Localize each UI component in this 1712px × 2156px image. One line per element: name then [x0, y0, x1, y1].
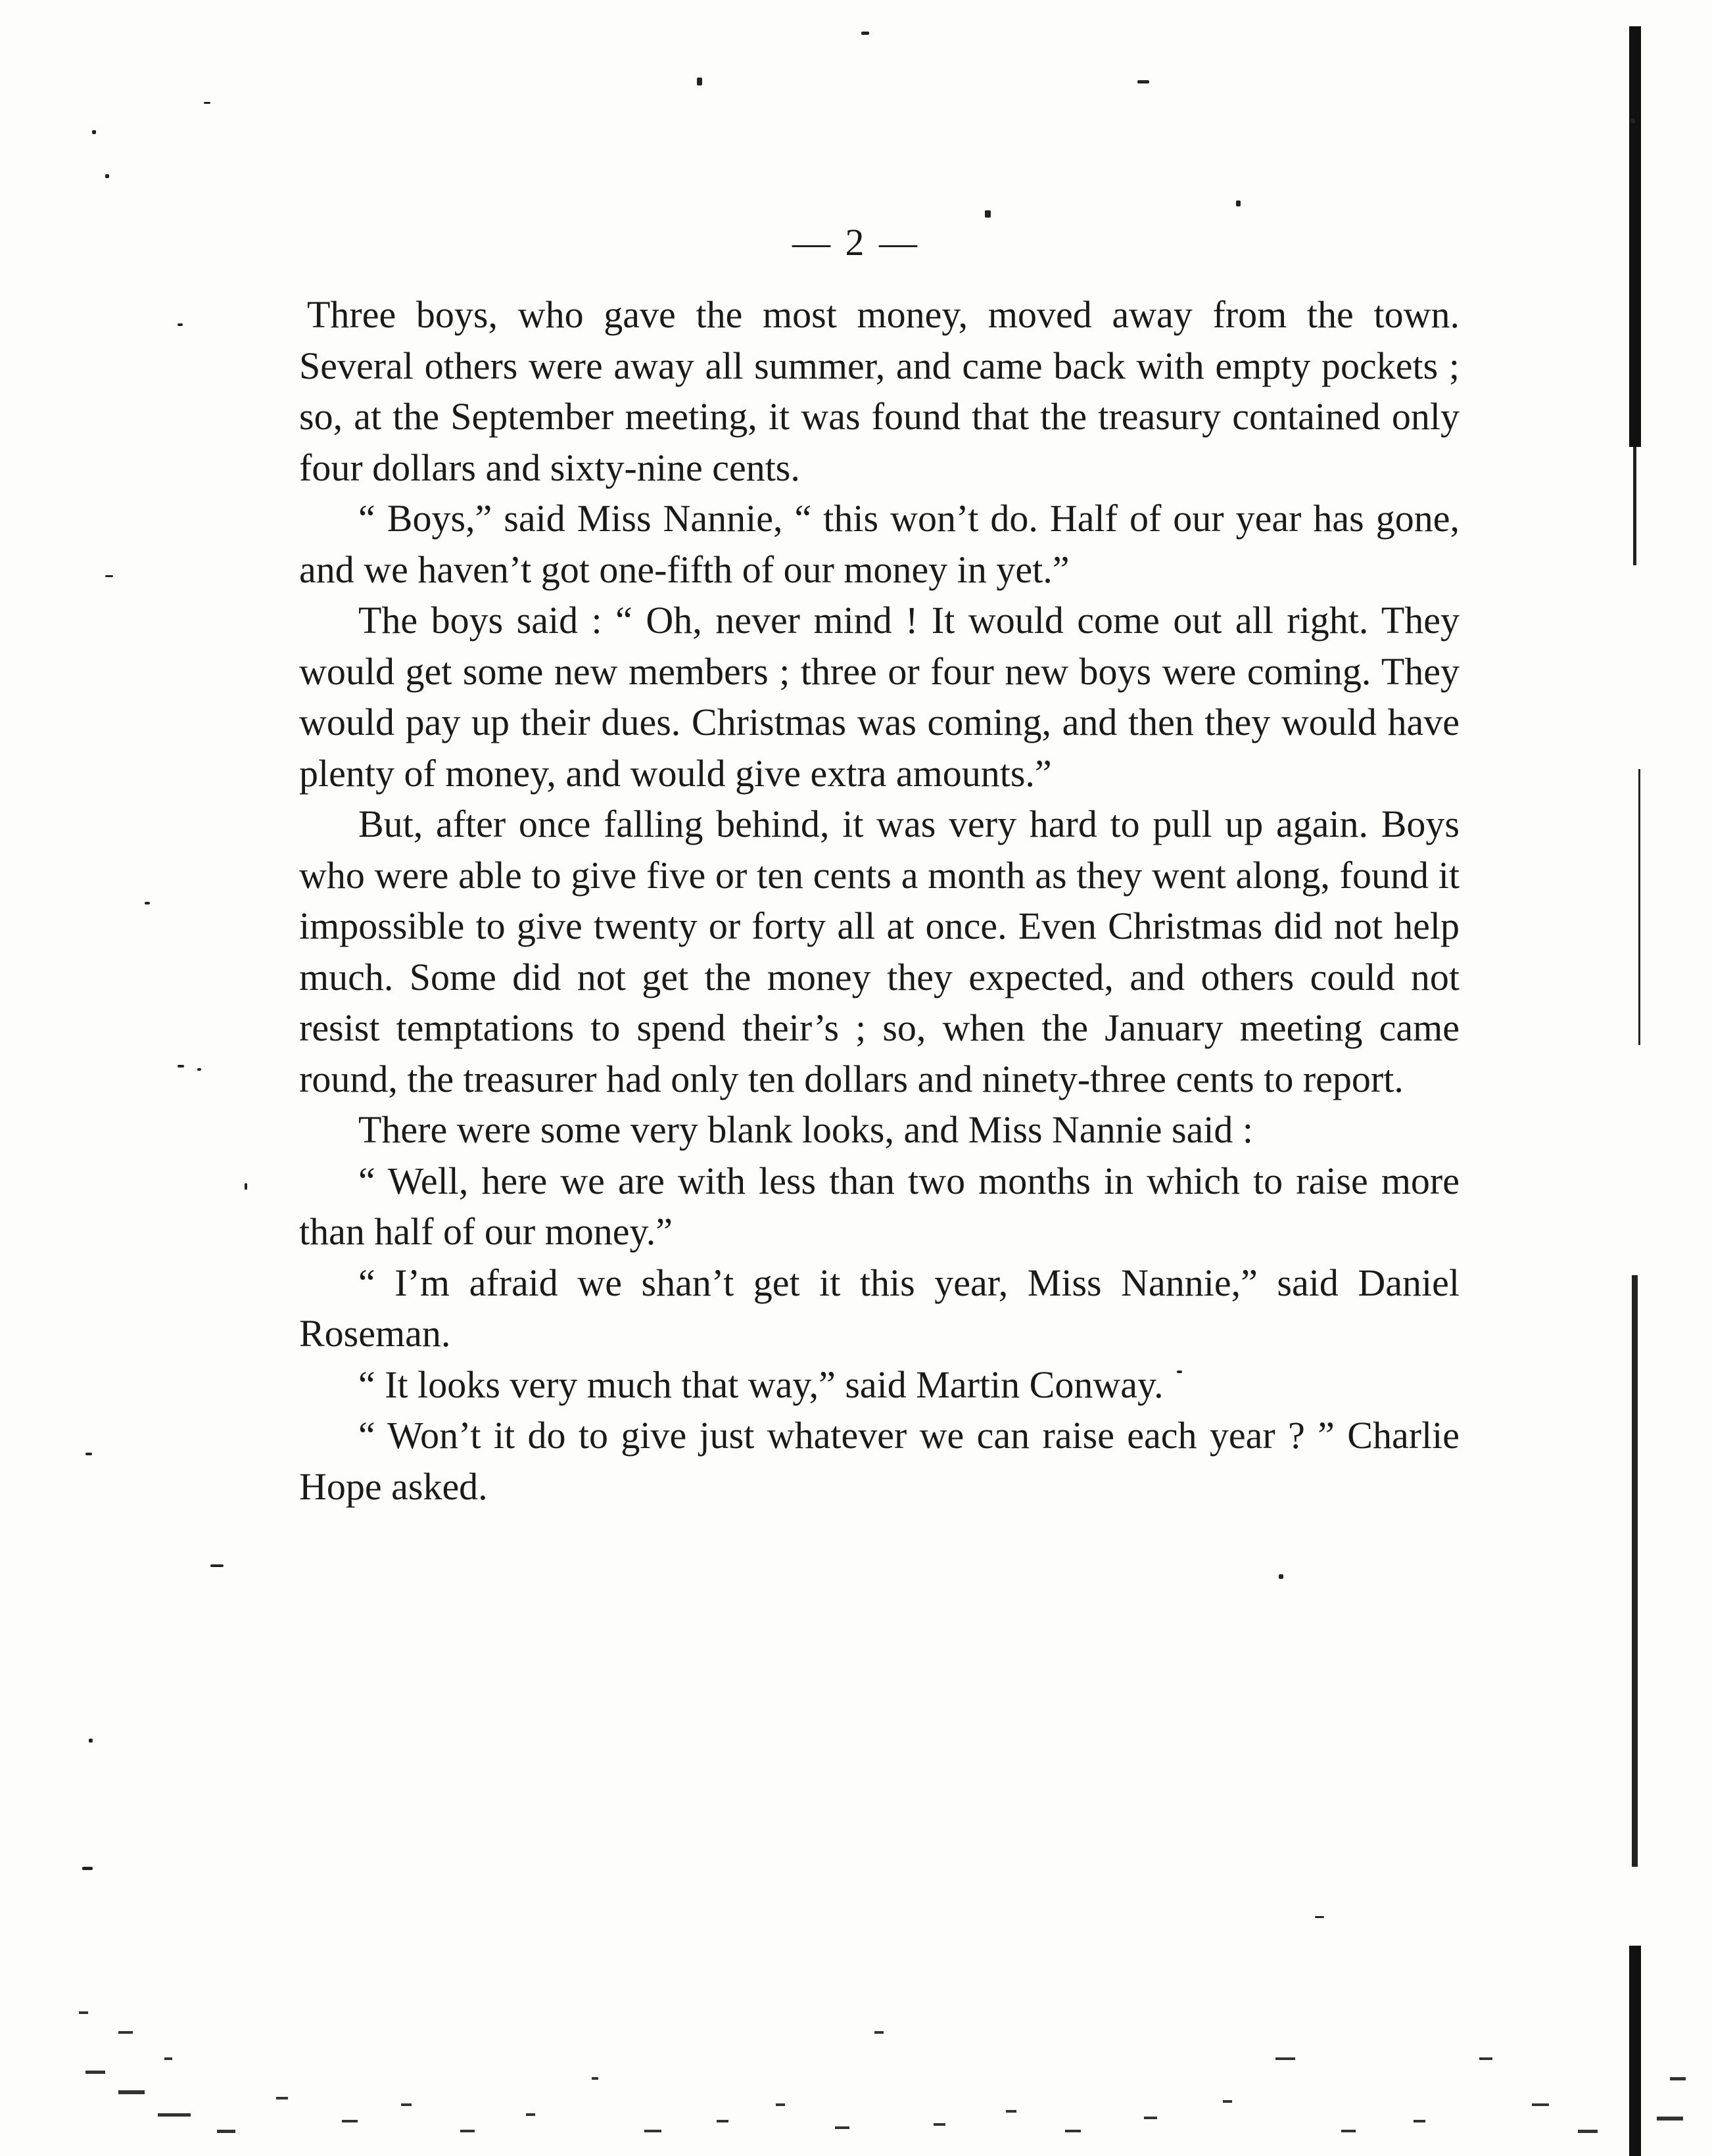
paragraph: “ It looks very much that way,” said Martin Conway. — [358, 1363, 1164, 1406]
scan-noise — [0, 1998, 1712, 2156]
binding-shadow — [1629, 26, 1642, 2156]
paragraph: “ Boys,” said Miss Nannie, “ this won’t do. Half of our year has gone, and we haven’t got one-fifth of our money in yet.” — [299, 497, 1460, 591]
body-text — [299, 289, 1460, 1512]
paragraph: “ Won’t it do to give just whatever we can raise each year ? ” Charlie Hope asked. — [299, 1414, 1460, 1508]
paragraph: Three boys, who gave the most money, moved away from the town. Several others were away all summer, and came back with empty pockets ; so, at the September meeting, it was found that the treasury contained only four dollars and sixty-nine cents. — [299, 293, 1460, 489]
paragraph: The boys said : “ Oh, never mind ! It would come out all right. They would get some new members ; three or four new boys were coming. They would pay up their dues. Christmas was coming, and then they would have plenty of money, and would give extra amounts.” — [299, 599, 1460, 795]
paragraph: But, after once falling behind, it was very hard to pull up again. Boys who were able to give five or ten cents a month as they went along, found it impossible to give twenty or forty all at once. Even Christmas did not help much. Some did not get the money they expected, and others could not resist temptations to spend their’s ; so, when the January meeting came round, the treasurer had only ten dollars and ninety-three cents to report. — [299, 803, 1460, 1100]
paragraph: “ I’m afraid we shan’t get it this year, Miss Nannie,” said Daniel Roseman. — [299, 1261, 1460, 1355]
page-number: — 2 — — [792, 221, 920, 264]
paragraph: “ Well, here we are with less than two months in which to raise more than half of our money.” — [299, 1159, 1460, 1253]
paragraph: There were some very blank looks, and Miss Nannie said : — [358, 1108, 1254, 1151]
